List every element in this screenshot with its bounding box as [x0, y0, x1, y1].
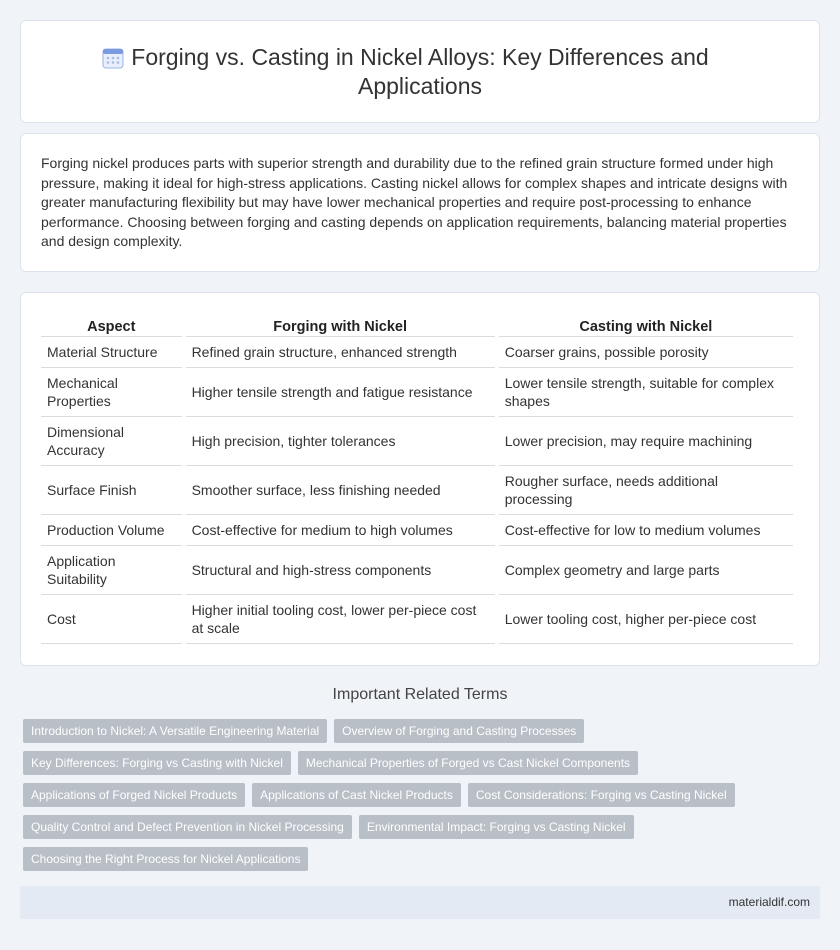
row-forging: Smoother surface, less finishing needed — [186, 466, 495, 515]
table-row — [41, 515, 793, 546]
row-forging: Refined grain structure, enhanced strength — [186, 337, 495, 368]
related-tag[interactable]: Key Differences: Forging vs Casting with Nickel — [23, 751, 291, 775]
row-aspect: Application Suitability — [41, 546, 182, 595]
row-aspect: Material Structure — [41, 337, 182, 368]
related-tag[interactable]: Cost Considerations: Forging vs Casting Nickel — [468, 783, 735, 807]
related-tags — [23, 719, 823, 879]
related-tag[interactable]: Choosing the Right Process for Nickel Applications — [23, 847, 308, 871]
row-casting: Cost-effective for low to medium volumes — [499, 515, 793, 546]
footer — [20, 886, 820, 919]
row-forging: Cost-effective for medium to high volumes — [186, 515, 495, 546]
row-casting: Lower tooling cost, higher per-piece cost — [499, 595, 793, 644]
related-tag[interactable]: Environmental Impact: Forging vs Casting Nickel — [359, 815, 634, 839]
related-tag[interactable]: Applications of Forged Nickel Products — [23, 783, 245, 807]
row-forging: Higher tensile strength and fatigue resistance — [186, 368, 495, 417]
row-aspect: Production Volume — [41, 515, 182, 546]
table-row — [41, 368, 793, 417]
related-tag[interactable]: Applications of Cast Nickel Products — [252, 783, 461, 807]
table-row — [41, 595, 793, 644]
title-card — [20, 20, 820, 123]
table-row — [41, 337, 793, 368]
table-header-row — [41, 311, 793, 337]
row-aspect: Mechanical Properties — [41, 368, 182, 417]
table-row — [41, 466, 793, 515]
related-terms-title: Important Related Terms — [332, 686, 508, 703]
row-casting: Lower precision, may require machining — [499, 417, 793, 466]
row-forging: Higher initial tooling cost, lower per-piece cost at scale — [186, 595, 495, 644]
related-tag[interactable]: Quality Control and Defect Prevention in Nickel Processing — [23, 815, 352, 839]
row-casting: Rougher surface, needs additional processing — [499, 466, 793, 515]
row-forging: Structural and high-stress components — [186, 546, 495, 595]
related-tag[interactable]: Mechanical Properties of Forged vs Cast Nickel Components — [298, 751, 638, 775]
table-row — [41, 417, 793, 466]
header-casting: Casting with Nickel — [499, 311, 793, 337]
row-aspect: Surface Finish — [41, 466, 182, 515]
header-forging: Forging with Nickel — [186, 311, 495, 337]
row-casting: Coarser grains, possible porosity — [499, 337, 793, 368]
row-aspect: Cost — [41, 595, 182, 644]
row-aspect: Dimensional Accuracy — [41, 417, 182, 466]
related-tag[interactable]: Introduction to Nickel: A Versatile Engineering Material — [23, 719, 327, 743]
row-forging: High precision, tighter tolerances — [186, 417, 495, 466]
footer-site[interactable]: materialdif.com — [728, 895, 810, 909]
intro-card — [20, 133, 820, 272]
row-casting: Complex geometry and large parts — [499, 546, 793, 595]
intro-paragraph: Forging nickel produces parts with superior strength and durability due to the refined grain structure formed under high pressure, making it ideal for high-stress applications. Casting nickel allows for complex shapes and intricate designs with greater manufacturing flexibility but may have lower mechanical properties and require post-processing to enhance performance. Choosing between forging and casting depends on application requirements, balancing material properties and design complexity. — [41, 155, 788, 249]
page-title: Forging vs. Casting in Nickel Alloys: Key Differences and Applications — [131, 43, 709, 99]
related-tag[interactable]: Overview of Forging and Casting Processes — [334, 719, 584, 743]
table-row — [41, 546, 793, 595]
comparison-table-card — [20, 292, 820, 666]
row-casting: Lower tensile strength, suitable for complex shapes — [499, 368, 793, 417]
header-aspect: Aspect — [41, 311, 182, 337]
comparison-table — [37, 311, 797, 644]
